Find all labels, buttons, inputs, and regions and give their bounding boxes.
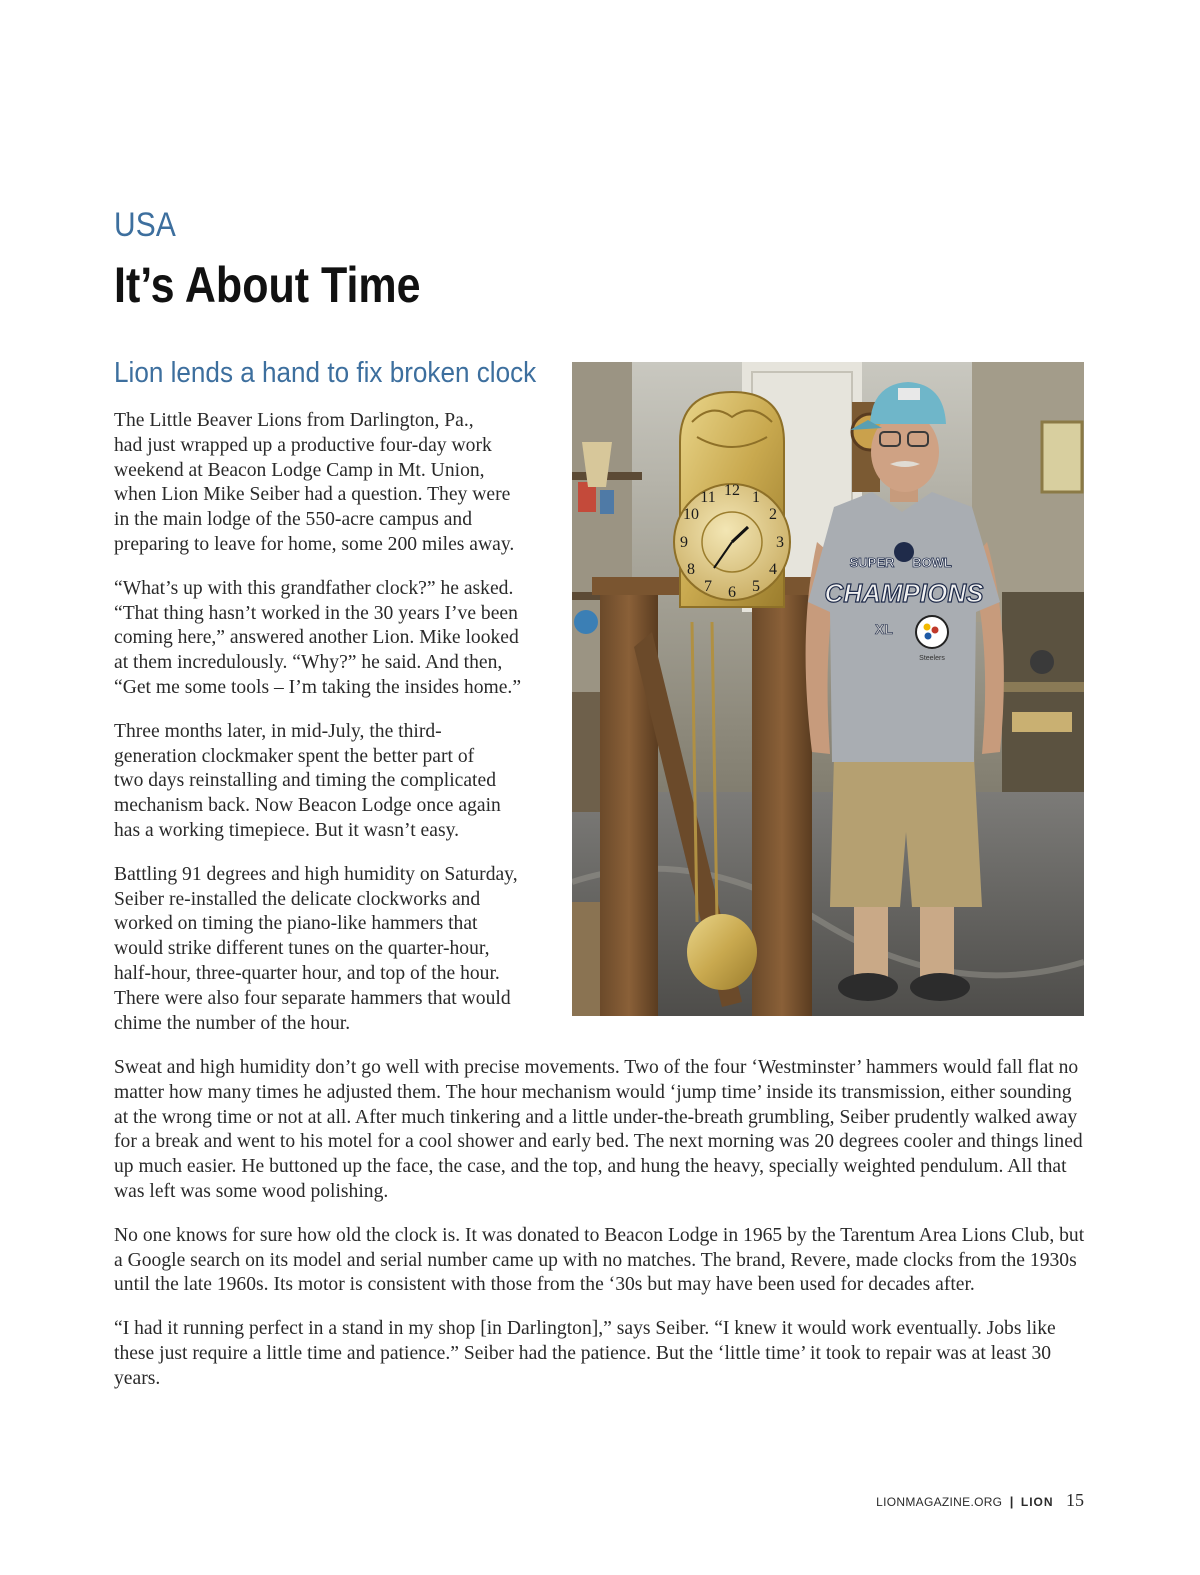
- svg-text:2: 2: [769, 506, 777, 523]
- svg-text:9: 9: [680, 534, 688, 551]
- paragraph-5: Sweat and high humidity don’t go well with precise movements. Two of the four ‘Westminster’ hammers would fall flat no matter how many times he adjusted them. The hour mechanism would ‘jump time’ inside its transmission, either sounding at the wrong time or not at all. After much tinkering and a little under-the-breath grumbling, Seiber prudently walked away for a break and went to his motel for a cool shower and early bed. The next morning was 20 degrees cooler and things lined up much easier. He buttoned up the face, the case, and the top, and hung the heavy, specially weighted pendulum. All that was left was some wood polishing.: [114, 1057, 1083, 1202]
- full-width-text: [114, 1056, 1086, 1411]
- paragraph-4: Battling 91 degrees and high humidity on Saturday, Seiber re-installed the delicate clockworks and worked on timing the piano-like hammers that would strike different tunes on the quarter-hour, half-hour, three-quarter hour, and top of the hour. There were also four separate hammers that would chime the number of the hour.: [114, 863, 518, 1034]
- page-footer: [876, 1490, 1084, 1511]
- svg-text:CHAMPIONS: CHAMPIONS: [824, 578, 984, 608]
- footer-separator: |: [1009, 1494, 1014, 1509]
- svg-text:7: 7: [704, 578, 712, 595]
- paragraph-7: “I had it running perfect in a stand in my shop [in Darlington],” says Seiber. “I knew it would work eventually. Jobs like these just require a little time and patience.” Seiber had the patience. But the ‘little time’ it took to repair was at least 30 years.: [114, 1318, 1056, 1389]
- svg-text:XL: XL: [875, 621, 893, 637]
- section-label: USA: [114, 206, 177, 244]
- left-column: [114, 409, 564, 1055]
- svg-text:BOWL: BOWL: [912, 555, 952, 570]
- pendulum: [687, 914, 757, 990]
- svg-text:5: 5: [752, 578, 760, 595]
- svg-text:12: 12: [724, 482, 740, 499]
- paragraph-3: Three months later, in mid-July, the third- generation clockmaker spent the better part of two days reinstalling and timing the complicated mechanism back. Now Beacon Lodge once again has a working timepiece. But it wasn’t easy.: [114, 720, 501, 841]
- page-number: 15: [1066, 1490, 1084, 1510]
- svg-text:11: 11: [700, 489, 716, 506]
- paragraph-6: No one knows for sure how old the clock is. It was donated to Beacon Lodge in 1965 by the Tarentum Area Lions Club, but a Google search on its model and serial number came up with no matches. The brand, Revere, made clocks from the 1930s until the late 1960s. Its motor is consistent with those from the ‘30s but may have been used for decades after.: [114, 1224, 1085, 1296]
- svg-text:Steelers: Steelers: [919, 655, 945, 662]
- footer-brand: LION: [1020, 1495, 1054, 1509]
- svg-text:8: 8: [687, 561, 695, 578]
- svg-text:1: 1: [752, 489, 760, 506]
- svg-text:SUPER: SUPER: [849, 555, 895, 570]
- photo: [572, 362, 1084, 1016]
- steelers-logo-icon: [916, 616, 948, 648]
- clock-case-right: [752, 587, 812, 1016]
- article-title: It’s About Time: [114, 257, 421, 313]
- paragraph-1: The Little Beaver Lions from Darlington, Pa., had just wrapped up a productive four-day work weekend at Beacon Lodge Camp in Mt. Union, when Lion Mike Seiber had a question. They were in the main lodge of the 550-acre campus and preparing to leave for home, some 200 miles away.: [114, 410, 515, 555]
- svg-text:3: 3: [776, 534, 784, 551]
- svg-text:4: 4: [769, 561, 777, 578]
- t-shirt: [808, 492, 1000, 762]
- article-subtitle: Lion lends a hand to fix broken clock: [114, 357, 537, 389]
- nfl-shield-icon: [894, 542, 914, 562]
- photo-clock-repair-icon: [572, 362, 1084, 1016]
- svg-text:10: 10: [683, 506, 699, 523]
- footer-site: LIONMAGAZINE.ORG: [876, 1495, 1003, 1509]
- paragraph-2: “What’s up with this grandfather clock?” he asked. “That thing hasn’t worked in the 30 years I’ve been coming here,” answered another Lion. Mike looked at them incredulously. “Why?” he said. And then, “Get me some tools – I’m taking the insides home.”: [114, 577, 522, 698]
- svg-text:6: 6: [728, 584, 736, 601]
